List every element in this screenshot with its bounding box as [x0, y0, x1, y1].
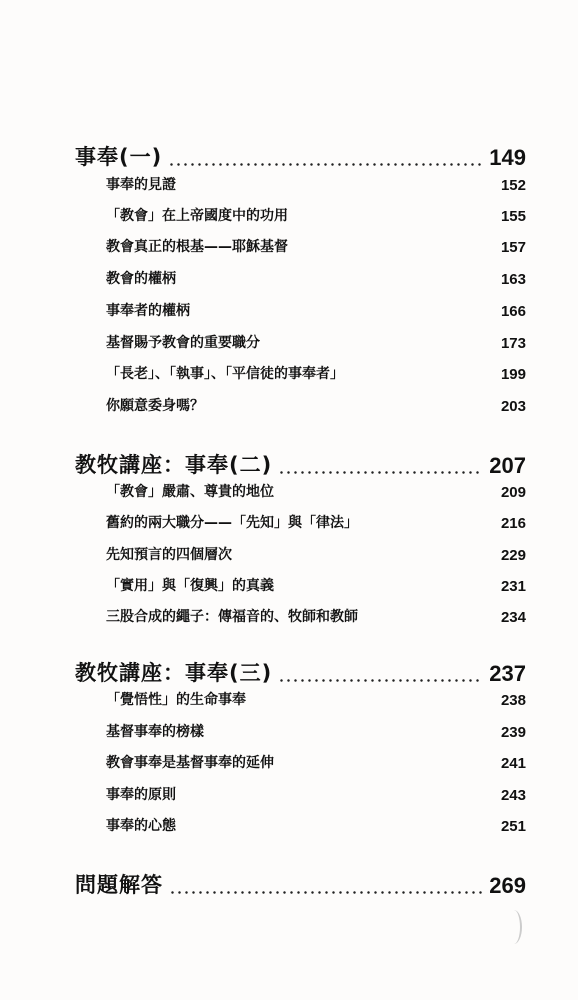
toc-entry[interactable] [106, 512, 526, 532]
entry-page-number: 229 [500, 547, 526, 564]
section-title: 教牧講座：事奉(二) [75, 453, 273, 477]
entry-page-number: 234 [500, 609, 526, 626]
entry-title: 教會的權柄 [106, 271, 176, 287]
entry-page-number: 241 [500, 755, 526, 772]
entry-title: 「實用」與「復興」的真義 [106, 578, 274, 594]
entry-title: 基督賜予教會的重要職分 [106, 335, 260, 351]
toc-section-heading[interactable] [75, 449, 526, 479]
section-page-number: 237 [489, 661, 526, 686]
toc-entry[interactable] [106, 300, 526, 320]
toc-entry[interactable] [106, 752, 526, 772]
dot-leader [169, 891, 483, 894]
toc-section-heading[interactable] [75, 141, 526, 171]
toc-entry[interactable] [106, 236, 526, 256]
entry-title: 「覺悟性」的生命事奉 [106, 692, 246, 708]
dot-leader [168, 163, 483, 166]
entry-page-number: 173 [500, 335, 526, 352]
entry-title: 「教會」在上帝國度中的功用 [106, 208, 288, 224]
toc-entry[interactable] [106, 575, 526, 595]
entry-page-number: 166 [500, 303, 526, 320]
toc-entry[interactable] [106, 332, 526, 352]
toc-entry[interactable] [106, 481, 526, 501]
toc-section-heading[interactable] [75, 657, 526, 687]
entry-title: 先知預言的四個層次 [106, 547, 232, 563]
entry-title: 三股合成的繩子：傳福音的、牧師和教師 [106, 609, 358, 625]
entry-page-number: 163 [500, 271, 526, 288]
entry-page-number: 243 [500, 787, 526, 804]
page-edge-mark [506, 910, 522, 944]
toc-entry[interactable] [106, 721, 526, 741]
entry-title: 事奉的心態 [106, 818, 176, 834]
toc-entry[interactable] [106, 689, 526, 709]
entry-page-number: 155 [500, 208, 526, 225]
toc-entry[interactable] [106, 174, 526, 194]
section-title: 事奉(一) [75, 145, 163, 169]
section-page-number: 149 [489, 145, 526, 170]
dot-leader [278, 679, 483, 682]
toc-entry[interactable] [106, 606, 526, 626]
toc-entry[interactable] [106, 205, 526, 225]
entry-page-number: 203 [500, 398, 526, 415]
entry-page-number: 157 [500, 239, 526, 256]
toc-entry[interactable] [106, 544, 526, 564]
section-page-number: 269 [489, 873, 526, 898]
toc-entry[interactable] [106, 815, 526, 835]
dot-leader [278, 471, 483, 474]
entry-page-number: 199 [500, 366, 526, 383]
toc-entry[interactable] [106, 268, 526, 288]
section-title: 教牧講座：事奉(三) [75, 661, 273, 685]
entry-title: 事奉者的權柄 [106, 303, 190, 319]
toc-entry[interactable] [106, 395, 526, 415]
entry-title: 「教會」嚴肅、尊貴的地位 [106, 484, 274, 500]
entry-title: 你願意委身嗎？ [106, 398, 204, 414]
entry-title: 事奉的原則 [106, 787, 176, 803]
toc-entry[interactable] [106, 784, 526, 804]
entry-title: 「長老」、「執事」、「平信徒的事奉者」 [106, 366, 344, 382]
entry-title: 舊約的兩大職分——「先知」與「律法」 [106, 515, 358, 531]
entry-title: 教會事奉是基督事奉的延伸 [106, 755, 274, 771]
entry-page-number: 209 [500, 484, 526, 501]
entry-title: 事奉的見證 [106, 177, 176, 193]
section-page-number: 207 [489, 453, 526, 478]
entry-page-number: 216 [500, 515, 526, 532]
entry-page-number: 231 [500, 578, 526, 595]
entry-page-number: 238 [500, 692, 526, 709]
entry-page-number: 152 [500, 177, 526, 194]
entry-page-number: 251 [500, 818, 526, 835]
entry-title: 教會真正的根基——耶穌基督 [106, 239, 288, 255]
toc-section-heading[interactable] [75, 869, 526, 899]
toc-entry[interactable] [106, 363, 526, 383]
entry-page-number: 239 [500, 724, 526, 741]
section-title: 問題解答 [75, 873, 163, 897]
entry-title: 基督事奉的榜樣 [106, 724, 204, 740]
